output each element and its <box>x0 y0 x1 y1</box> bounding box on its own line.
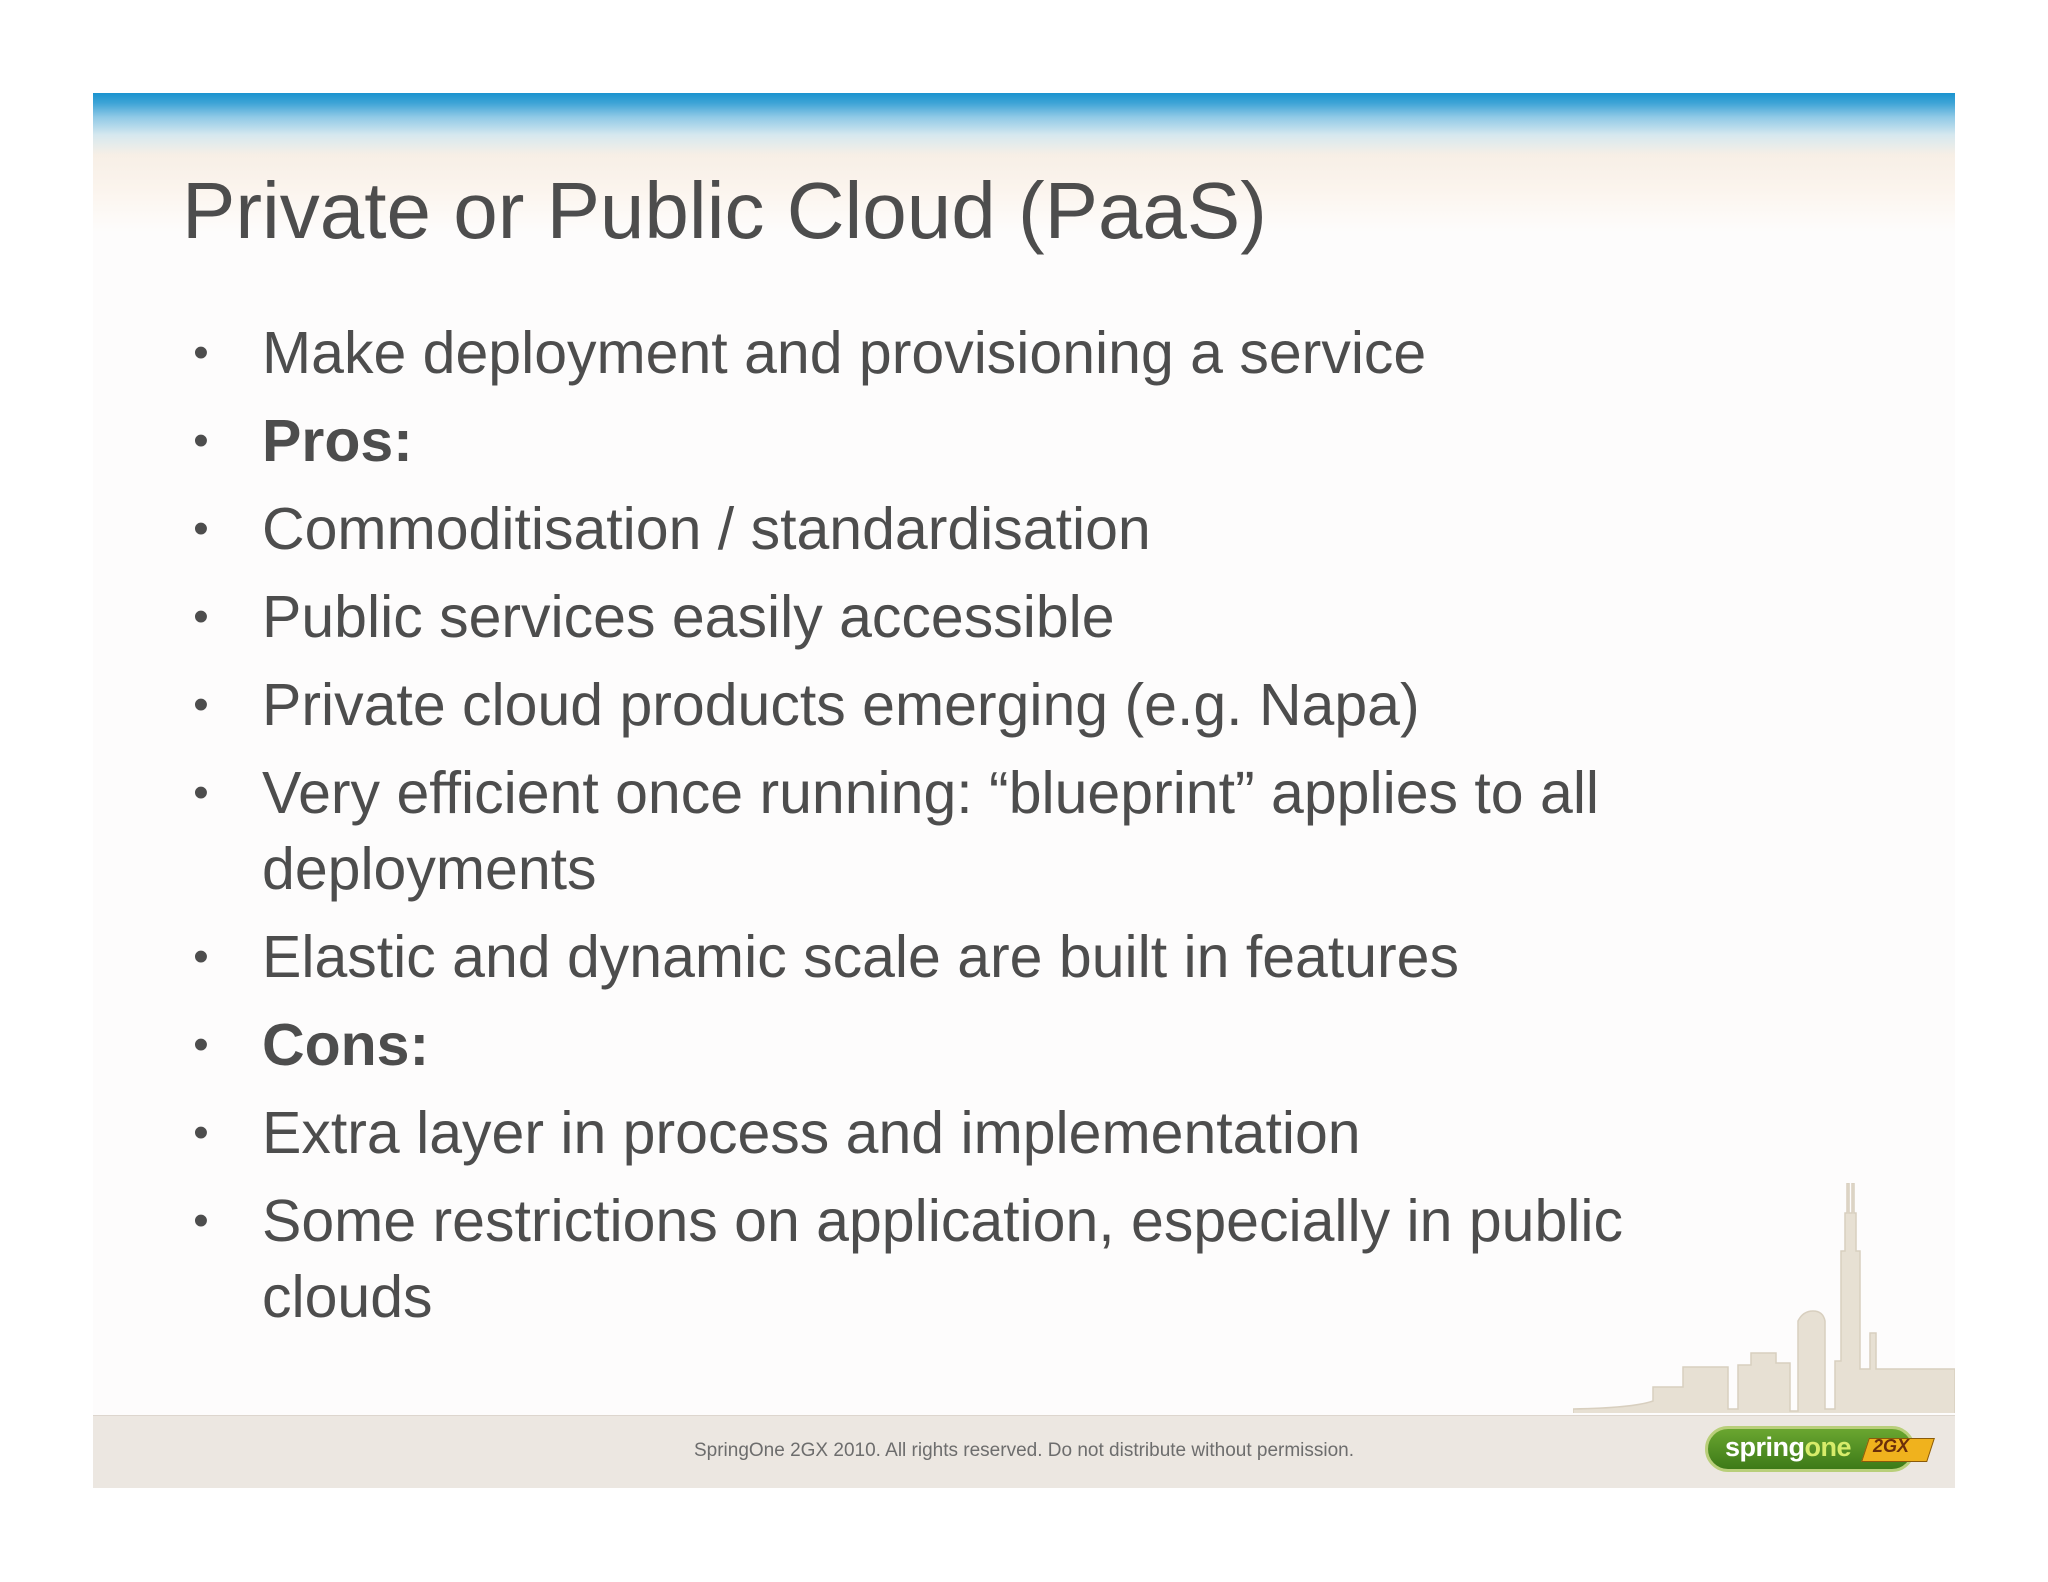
bullet-item <box>186 755 1712 907</box>
bullet-dot-icon: • <box>193 328 209 377</box>
bullet-dot-icon: • <box>193 1020 209 1069</box>
bullet-text: Elastic and dynamic scale are built in features <box>262 924 1459 990</box>
bullet-text: Public services easily accessible <box>262 584 1115 650</box>
bullet-text: Make deployment and provisioning a service <box>262 320 1427 386</box>
logo-badge-text: 2GX <box>1873 1436 1910 1456</box>
copyright-notice: SpringOne 2GX 2010. All rights reserved. Do not distribute without permission. <box>693 1440 1355 1461</box>
bullet-dot-icon: • <box>193 504 209 553</box>
bullet-item <box>186 315 1786 391</box>
logo-word-spring: spring <box>1725 1432 1805 1462</box>
bullet-item <box>186 579 1786 655</box>
city-skyline-icon <box>1573 1183 1955 1413</box>
bullet-item <box>186 667 1786 743</box>
bullet-dot-icon: • <box>193 416 209 465</box>
bullet-dot-icon: • <box>193 1108 209 1157</box>
bullet-text: Extra layer in process and implementation <box>262 1100 1361 1166</box>
bullet-dot-icon: • <box>193 768 209 817</box>
bullet-item-pros <box>186 403 1786 479</box>
bullet-dot-icon: • <box>193 1196 209 1245</box>
bullet-dot-icon: • <box>193 932 209 981</box>
bullet-item <box>186 1183 1722 1335</box>
bullet-list <box>186 315 1786 1347</box>
slide <box>93 93 1955 1488</box>
bullet-text: Private cloud products emerging (e.g. Napa) <box>262 672 1420 738</box>
bullet-text: Very efficient once running: “blueprint” applies to all deployments <box>262 760 1600 902</box>
bullet-item <box>186 1095 1786 1171</box>
slide-title: Private or Public Cloud (PaaS) <box>182 166 1267 255</box>
bullet-text: Commoditisation / standardisation <box>262 496 1151 562</box>
skyline-shape <box>1573 1183 1955 1413</box>
logo-wordmark <box>1725 1432 1851 1463</box>
bullet-text: Pros: <box>262 408 413 474</box>
bullet-dot-icon: • <box>193 592 209 641</box>
bullet-text: Cons: <box>262 1012 430 1078</box>
slide-footer <box>93 1415 1955 1488</box>
springone-2gx-logo <box>1705 1426 1933 1478</box>
bullet-item <box>186 491 1786 567</box>
bullet-item <box>186 919 1786 995</box>
bullet-text: Some restrictions on application, especially in public clouds <box>262 1188 1623 1330</box>
bullet-dot-icon: • <box>193 680 209 729</box>
bullet-item-cons <box>186 1007 1786 1083</box>
logo-word-one: one <box>1804 1432 1852 1462</box>
